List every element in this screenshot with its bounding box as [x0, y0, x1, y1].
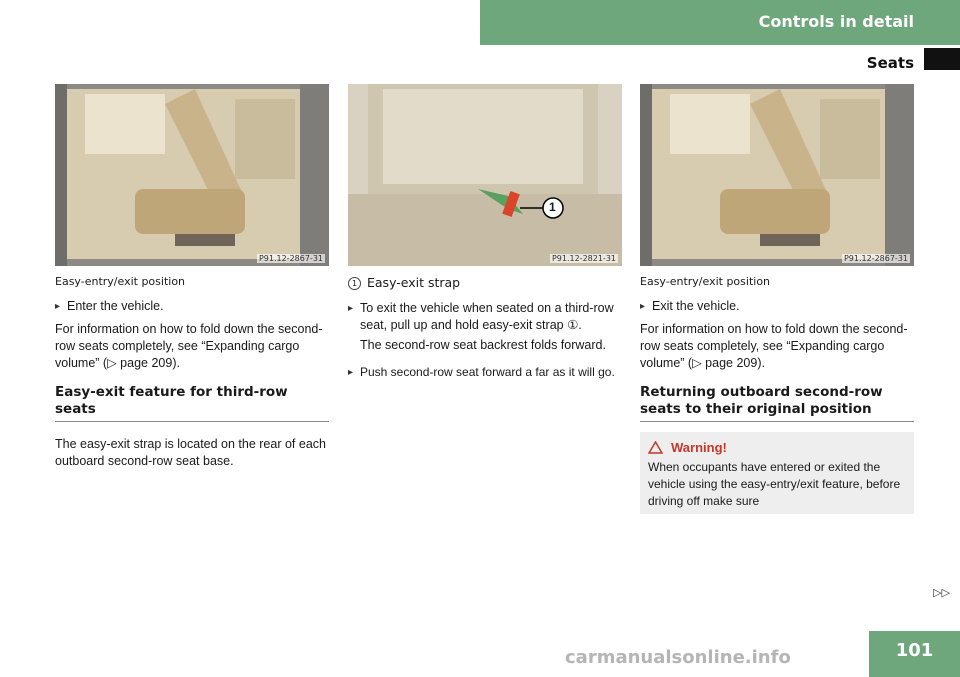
instruction-step	[348, 300, 622, 334]
step-text: Exit the vehicle.	[652, 299, 740, 313]
warning-text: When occupants have entered or exited the vehicle using the easy-entry/exit feature, before driving off make sure	[648, 460, 901, 508]
continue-arrows-icon: ▷▷	[933, 587, 950, 599]
body-paragraph: The easy-exit strap is located on the rear of each outboard second-row seat base.	[55, 437, 326, 468]
photo-caption: Easy-entry/exit position	[640, 275, 771, 288]
callout-number-icon: 1	[348, 277, 361, 290]
subsection-heading: Easy-exit feature for third-row seats	[55, 384, 329, 422]
column-middle	[348, 84, 622, 381]
photo-code: P91.12-2867-31	[258, 254, 323, 263]
step-arrow-icon: ▸	[348, 367, 354, 378]
body-paragraph: For information on how to fold down the second-row seats completely, see “Expanding cargo volume” (▷ page 209).	[640, 322, 908, 370]
step-text: Push second-row seat forward a far as it will go.	[360, 365, 615, 379]
column-right	[640, 84, 914, 514]
step-arrow-icon: ▸	[640, 301, 646, 312]
warning-title	[648, 440, 908, 455]
step-arrow-icon: ▸	[55, 301, 61, 312]
section-tab-marker	[924, 48, 960, 70]
step-text: Enter the vehicle.	[67, 299, 164, 313]
chapter-title: Controls in detail	[758, 12, 914, 31]
photo-caption	[348, 275, 622, 290]
strap-photo	[348, 84, 622, 266]
subsection-heading: Returning outboard second-row seats to their original position	[640, 384, 914, 422]
column-left	[55, 84, 329, 470]
warning-title-text: Warning!	[671, 440, 727, 455]
chapter-header	[480, 0, 960, 45]
result-text: The second-row seat backrest folds forward.	[360, 338, 606, 352]
instruction-step	[348, 364, 622, 381]
step-arrow-icon: ▸	[348, 303, 354, 314]
body-paragraph: For information on how to fold down the second-row seats completely, see “Expanding cargo volume” (▷ page 209).	[55, 322, 323, 370]
photo-code: P91.12-2867-31	[843, 254, 908, 263]
seat-photo-easy-entry	[55, 84, 329, 266]
photo-code: P91.12-2821-31	[551, 254, 616, 263]
seat-photo-easy-entry	[640, 84, 914, 266]
instruction-step	[640, 298, 914, 315]
callout-label: 1	[549, 200, 556, 214]
warning-box	[640, 432, 914, 514]
watermark: carmanualsonline.info	[565, 647, 791, 668]
section-title: Seats	[866, 54, 914, 72]
photo-caption: Easy-entry/exit position	[55, 275, 186, 288]
step-text: To exit the vehicle when seated on a third-row seat, pull up and hold easy-exit strap ①.	[360, 301, 614, 332]
warning-triangle-icon	[648, 441, 663, 454]
caption-text: Easy-exit strap	[367, 275, 461, 290]
instruction-step	[55, 298, 329, 315]
page-number: 101	[869, 631, 960, 677]
